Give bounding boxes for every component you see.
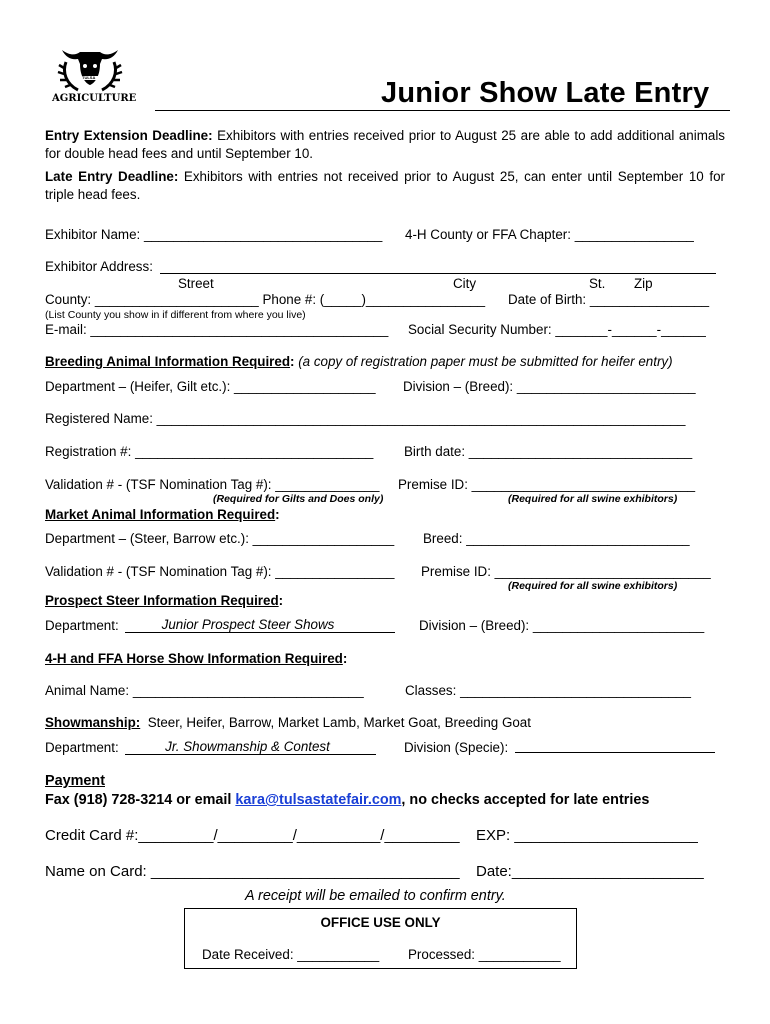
late-entry-text: Exhibitors with entries not received prior to August 25, can enter until September 10 for triple head fees.: [45, 169, 725, 202]
breeding-division-field[interactable]: Division – (Breed): ________________________: [403, 379, 696, 394]
address-street-label: Street: [178, 276, 214, 291]
breeding-swine-note: (Required for all swine exhibitors): [508, 493, 678, 505]
exp-field[interactable]: EXP: ______________________: [476, 827, 698, 844]
extension-deadline-paragraph: [45, 127, 725, 163]
prospect-department-field[interactable]: Junior Prospect Steer Shows: [125, 618, 395, 633]
address-city-label: City: [453, 276, 477, 291]
breeding-department-field[interactable]: Department – (Heifer, Gilt etc.): ___________________: [45, 379, 376, 394]
exhibitor-name-field[interactable]: Exhibitor Name: ________________________________: [45, 227, 383, 242]
address-state-label: St.: [589, 276, 606, 291]
exhibitor-address-label: Exhibitor Address:: [45, 259, 153, 274]
market-department-field[interactable]: Department – (Steer, Barrow etc.): ___________________: [45, 531, 395, 546]
breeding-validation-field[interactable]: Validation # - (TSF Nomination Tag #): ______________: [45, 477, 380, 492]
breeding-heading: Breeding Animal Information Required: (a copy of registration paper must be submitted for heifer entry): [45, 354, 673, 369]
market-swine-note: (Required for all swine exhibitors): [508, 580, 678, 592]
processed-field[interactable]: Processed: ___________: [408, 947, 561, 962]
payment-instructions: Fax (918) 728-3214 or email kara@tulsastatefair.com, no checks accepted for late entries: [45, 792, 650, 808]
agriculture-logo: [44, 36, 136, 108]
payment-date-field[interactable]: Date:_______________________: [476, 863, 704, 880]
chapter-field[interactable]: 4-H County or FFA Chapter: ________________: [405, 227, 694, 242]
prospect-division-field[interactable]: Division – (Breed): _______________________: [419, 618, 705, 633]
date-of-birth-field[interactable]: Date of Birth: ________________: [508, 292, 710, 307]
ssn-field[interactable]: Social Security Number: _______-______-______: [408, 322, 706, 337]
showmanship-department-field[interactable]: Jr. Showmanship & Contest: [125, 740, 376, 755]
breeding-premise-field[interactable]: Premise ID: ______________________________: [398, 477, 696, 492]
logo-small-text: TULSA: [82, 75, 96, 80]
birth-date-field[interactable]: Birth date: ______________________________: [404, 444, 693, 459]
market-validation-field[interactable]: Validation # - (TSF Nomination Tag #): ________________: [45, 564, 395, 579]
page-title: Junior Show Late Entry: [381, 77, 710, 109]
prospect-department-label: Department:: [45, 618, 119, 633]
office-use-title: OFFICE USE ONLY: [320, 915, 441, 930]
division-specie-label: Division (Specie):: [404, 740, 509, 755]
address-zip-label: Zip: [634, 276, 653, 291]
showmanship-heading: Showmanship: Steer, Heifer, Barrow, Market Lamb, Market Goat, Breeding Goat: [45, 715, 531, 730]
gilts-does-note: (Required for Gilts and Does only): [213, 493, 384, 505]
name-on-card-field[interactable]: Name on Card: _____________________________________: [45, 863, 460, 880]
late-entry-paragraph: [45, 168, 725, 204]
registration-number-field[interactable]: Registration #: ________________________________: [45, 444, 374, 459]
animal-name-field[interactable]: Animal Name: _______________________________: [45, 683, 364, 698]
division-specie-field[interactable]: [515, 752, 715, 753]
market-breed-field[interactable]: Breed: ______________________________: [423, 531, 690, 546]
market-heading: Market Animal Information Required:: [45, 507, 280, 522]
extension-deadline-text: Exhibitors with entries received prior to August 25 are able to add additional animals for double head fees and until September 10.: [45, 128, 725, 161]
logo-wordmark: AGRICULTURE: [52, 93, 137, 104]
title-rule: [155, 110, 730, 111]
prospect-heading: Prospect Steer Information Required:: [45, 593, 284, 608]
market-premise-field[interactable]: Premise ID: _____________________________: [421, 564, 711, 579]
registered-name-field[interactable]: Registered Name: _______________________________________________________________________: [45, 411, 686, 426]
credit-card-field[interactable]: Credit Card #:_________/_________/__________/_________: [45, 827, 460, 844]
office-use-box: [184, 908, 577, 969]
late-entry-label: Late Entry Deadline:: [45, 169, 179, 184]
exhibitor-address-field[interactable]: [160, 273, 716, 274]
classes-field[interactable]: Classes: _______________________________: [405, 683, 691, 698]
receipt-note: A receipt will be emailed to confirm entry.: [245, 888, 506, 904]
county-phone-field[interactable]: County: ______________________ Phone #: (_____)________________: [45, 292, 486, 307]
date-received-field[interactable]: Date Received: ___________: [202, 947, 380, 962]
county-note: (List County you show in if different from where you live): [45, 309, 306, 321]
horse-heading: 4-H and FFA Horse Show Information Required:: [45, 651, 348, 666]
extension-deadline-label: Entry Extension Deadline:: [45, 128, 213, 143]
payment-heading: Payment: [45, 773, 105, 789]
email-field[interactable]: E-mail: ________________________________________: [45, 322, 389, 337]
email-link[interactable]: kara@tulsastatefair.com: [235, 792, 402, 808]
showmanship-department-label: Department:: [45, 740, 119, 755]
